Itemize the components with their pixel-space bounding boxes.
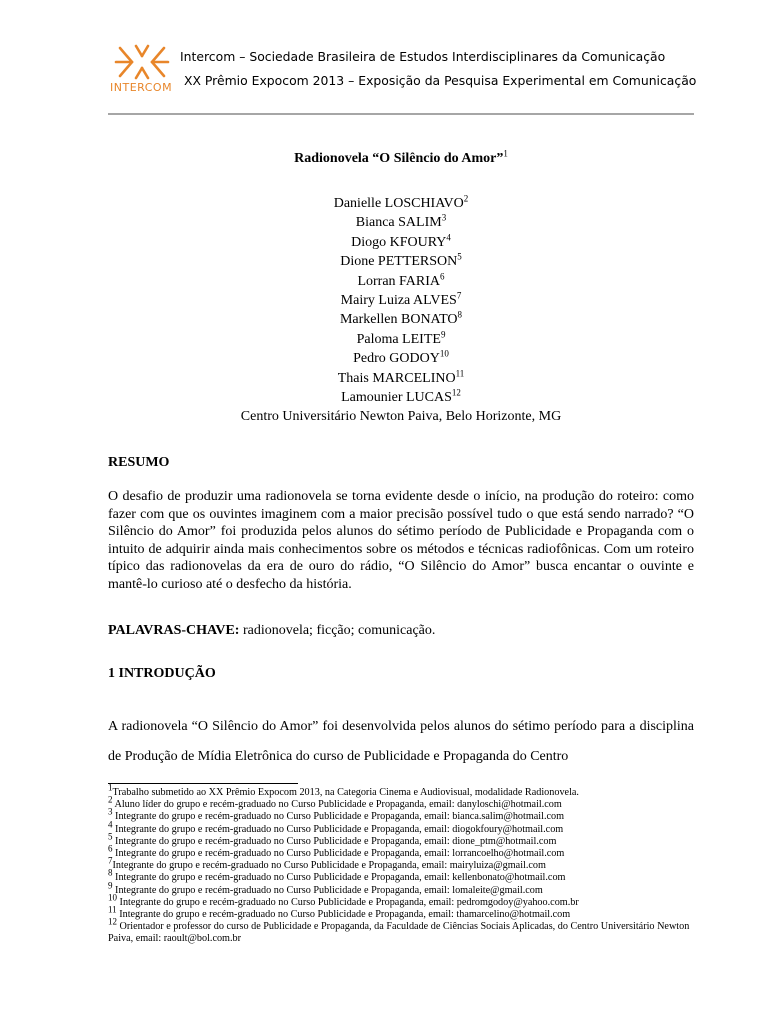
author: Lorran FARIA$^6$ [357,270,445,289]
institution: Centro Universitário Newton Paiva, Belo Horizonte, MG [240,409,562,425]
footnote: $^3$ Integrante do grupo e recém-graduado no Curso Publicidade e Propaganda, email: bianca.salim@hotmail.com [108,807,565,823]
abstract-heading: RESUMO [108,455,170,470]
author: Bianca SALIM$^3$ [355,212,447,231]
introduction-text: A radionovela “O Silêncio do Amor” foi desenvolvida pelos alunos do sétimo período para a disciplina de Produção de Mídia Eletrônica do curso de Publicidade e Propaganda do Centro [108,719,694,764]
author: Danielle LOSCHIAVO$^2$ [333,193,469,211]
footnote: $^5$ Integrante do grupo e recém-graduado no Curso Publicidade e Propaganda, email: dione_ptm@hotmail.com [108,831,557,847]
footnotes [108,782,694,946]
footnote: $^{11}$ Integrante do grupo e recém-graduado no Curso Publicidade e Propaganda, email: thamarcelino@hotmail.com [108,904,571,921]
footnote: $^8$ Integrante do grupo e recém-graduado no Curso Publicidade e Propaganda, email: kellenbonato@hotmail.com [108,868,566,884]
footnote: $^4$ Integrante do grupo e recém-graduado no Curso Publicidade e Propaganda, email: diogokfoury@hotmail.com [108,819,564,835]
author: Diogo KFOURY$^4$ [351,232,451,250]
keywords [108,623,694,639]
introduction-heading: 1 INTRODUÇÃO [108,666,216,681]
title-footnote-ref: 1 [503,148,508,159]
intercom-logo [108,40,178,102]
keywords-label: PALAVRAS-CHAVE: [108,623,240,638]
logo-wordmark: INTERCOM [110,81,173,94]
footnote: $^2$ Aluno líder do grupo e recém-graduado no Curso Publicidade e Propaganda, email: danyloschi@hotmail.com [108,794,562,811]
footnote: $^9$ Integrante do grupo e recém-graduado no Curso Publicidade e Propaganda, email: lomaleite@gmail.com [108,880,543,896]
header-society-name: Intercom – Sociedade Brasileira de Estudos Interdisciplinares da Comunicação [180,49,666,64]
author: Dione PETTERSON$^5$ [340,251,462,270]
intercom-logo-icon [114,42,170,82]
footnote: $^7$Integrante do grupo e recém-graduado no Curso Publicidade e Propaganda, email: mairyluiza@gmail.com [108,855,546,872]
footnote: $^{10}$ Integrante do grupo e recém-graduado no Curso Publicidade e Propaganda, email: pedromgodoy@yahoo.com.br [108,892,579,908]
keywords-text: radionovela; ficção; comunicação. [242,623,436,638]
author: Thais MARCELINO$^{11}$ [337,367,465,386]
footnote: $^6$ Integrante do grupo e recém-graduado no Curso Publicidade e Propaganda, email: lorrancoelho@hotmail.com [108,843,565,860]
footnote: $^{12}$ Orientador e professor do curso de Publicidade e Propaganda, da Faculdade de Ciências Sociais Aplicadas, do Centro Universitário Newton Paiva, email: raoult@bol.com.br [108,916,690,945]
page-header [108,40,697,100]
author: Paloma LEITE$^9$ [356,329,446,347]
author: Markellen BONATO$^8$ [339,309,463,328]
footnote: $^1$Trabalho submetido ao XX Prêmio Expocom 2013, na Categoria Cinema e Audiovisual, modalidade Radionovela. [108,782,579,798]
footnote-divider [108,783,298,784]
author: Pedro GODOY$^{10}$ [353,348,449,367]
author-list [108,194,694,427]
header-event-name: XX Prêmio Expocom 2013 – Exposição da Pesquisa Experimental em Comunicação [184,73,697,88]
author: Mairy Luiza ALVES$^7$ [340,290,462,308]
author: Lamounier LUCAS$^{12}$ [341,387,461,405]
paper-title [108,148,694,167]
abstract-text: O desafio de produzir uma radionovela se torna evidente desde o início, na produção do roteiro: como fazer com que os ouvintes imaginem com a maior precisão possível tudo o que está sendo narrado? “O Silêncio do Amor” foi produzida pelos alunos do sétimo período de Publicidade e Propaganda com o intuito de adquirir ainda mais conhecimentos sobre os métodos e técnicas radiofônicas. Com um roteiro típico das radionovelas da era de ouro do rádio, “O Silêncio do Amor” busca encantar o ouvinte e mantê-lo curioso até o desfecho da história. [108,489,694,592]
title-text: Radionovela “O Silêncio do Amor” [294,151,504,166]
header-divider [108,113,694,115]
